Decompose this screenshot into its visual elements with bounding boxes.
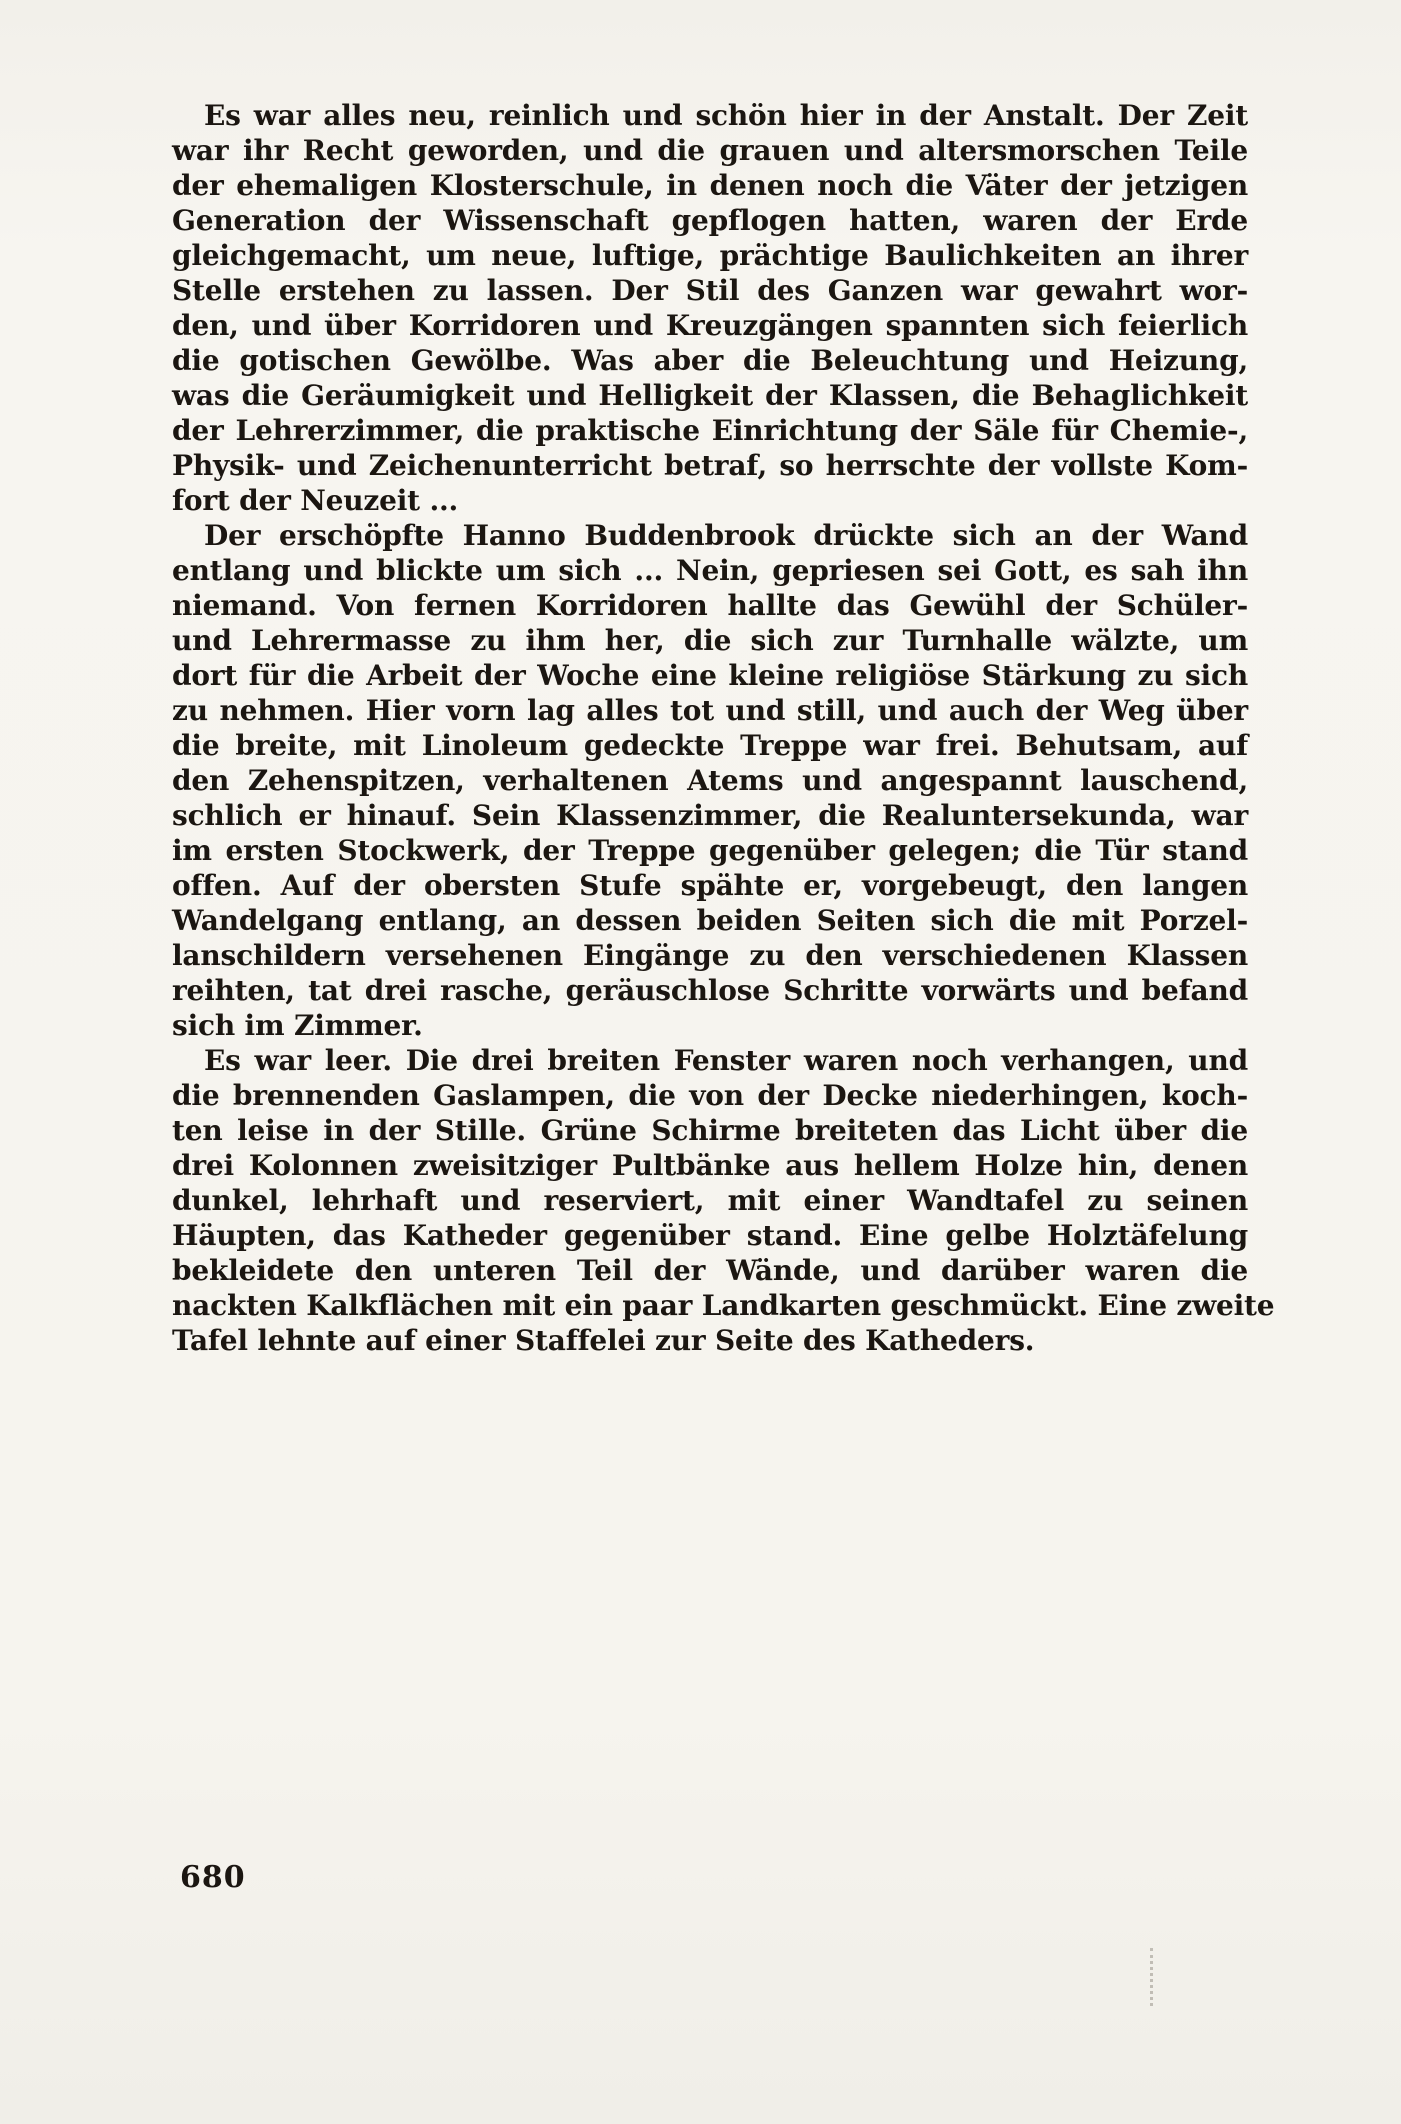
- text-line: Tafel lehnte auf einer Staffelei zur Seite des Katheders.: [172, 1324, 1035, 1357]
- text-line: dort für die Arbeit der Woche eine kleine religiöse Stärkung zu sich: [172, 659, 1248, 692]
- paragraph: [172, 518, 1248, 1043]
- text-line: schlich er hinauf. Sein Klassenzimmer, die Realuntersekunda, war: [172, 799, 1248, 832]
- text-line: was die Geräumigkeit und Helligkeit der Klassen, die Behaglichkeit: [172, 379, 1248, 412]
- text-line: Es war leer. Die drei breiten Fenster waren noch verhangen, und: [204, 1044, 1248, 1077]
- text-line: der ehemaligen Klosterschule, in denen noch die Väter der jetzigen: [172, 169, 1248, 202]
- text-line: zu nehmen. Hier vorn lag alles tot und still, und auch der Weg über: [172, 694, 1248, 727]
- text-line: lanschildern versehenen Eingänge zu den verschiedenen Klassen: [172, 939, 1248, 972]
- text-line: drei Kolonnen zweisitziger Pultbänke aus hellem Holze hin, denen: [172, 1149, 1248, 1182]
- text-line: entlang und blickte um sich ... Nein, gepriesen sei Gott, es sah ihn: [172, 554, 1248, 587]
- page-number: 680: [180, 1860, 246, 1895]
- text-line: die gotischen Gewölbe. Was aber die Beleuchtung und Heizung,: [172, 344, 1248, 377]
- text-line: die brennenden Gaslampen, die von der Decke niederhingen, koch-: [172, 1079, 1248, 1112]
- text-line: die breite, mit Linoleum gedeckte Treppe war frei. Behutsam, auf: [172, 729, 1248, 762]
- text-line: ten leise in der Stille. Grüne Schirme breiteten das Licht über die: [172, 1114, 1248, 1147]
- text-line: Physik- und Zeichenunterricht betraf, so herrschte der vollste Kom-: [172, 449, 1248, 482]
- text-line: Generation der Wissenschaft gepflogen hatten, waren der Erde: [172, 204, 1248, 237]
- paragraph: [172, 98, 1248, 518]
- text-line: im ersten Stockwerk, der Treppe gegenüber gelegen; die Tür stand: [172, 834, 1248, 867]
- text-line: Wandelgang entlang, an dessen beiden Seiten sich die mit Porzel-: [172, 904, 1248, 937]
- text-line: niemand. Von fernen Korridoren hallte das Gewühl der Schüler-: [172, 589, 1248, 622]
- text-column: [172, 98, 1275, 1358]
- text-line: Stelle erstehen zu lassen. Der Stil des Ganzen war gewahrt wor-: [172, 274, 1248, 307]
- paragraph: [172, 1043, 1275, 1358]
- text-line: nackten Kalkflächen mit ein paar Landkarten geschmückt. Eine zweite: [172, 1289, 1275, 1322]
- text-line: den, und über Korridoren und Kreuzgängen spannten sich feierlich: [172, 309, 1248, 342]
- text-line: offen. Auf der obersten Stufe spähte er, vorgebeugt, den langen: [172, 869, 1248, 902]
- text-line: Häupten, das Katheder gegenüber stand. Eine gelbe Holztäfelung: [172, 1219, 1248, 1252]
- text-line: reihten, tat drei rasche, geräuschlose Schritte vorwärts und befand: [172, 974, 1248, 1007]
- text-line: sich im Zimmer.: [172, 1009, 423, 1042]
- text-line: dunkel, lehrhaft und reserviert, mit einer Wandtafel zu seinen: [172, 1184, 1248, 1217]
- scan-artifact: [1150, 1948, 1153, 2006]
- text-line: der Lehrerzimmer, die praktische Einrichtung der Säle für Chemie-,: [172, 414, 1248, 447]
- text-line: und Lehrermasse zu ihm her, die sich zur Turnhalle wälzte, um: [172, 624, 1248, 657]
- text-line: Es war alles neu, reinlich und schön hier in der Anstalt. Der Zeit: [204, 99, 1248, 132]
- text-line: war ihr Recht geworden, und die grauen und altersmorschen Teile: [172, 134, 1248, 167]
- text-line: gleichgemacht, um neue, luftige, prächtige Baulichkeiten an ihrer: [172, 239, 1248, 272]
- text-line: Der erschöpfte Hanno Buddenbrook drückte sich an der Wand: [204, 519, 1248, 552]
- text-line: fort der Neuzeit ...: [172, 484, 459, 517]
- text-line: bekleidete den unteren Teil der Wände, und darüber waren die: [172, 1254, 1248, 1287]
- text-line: den Zehenspitzen, verhaltenen Atems und angespannt lauschend,: [172, 764, 1248, 797]
